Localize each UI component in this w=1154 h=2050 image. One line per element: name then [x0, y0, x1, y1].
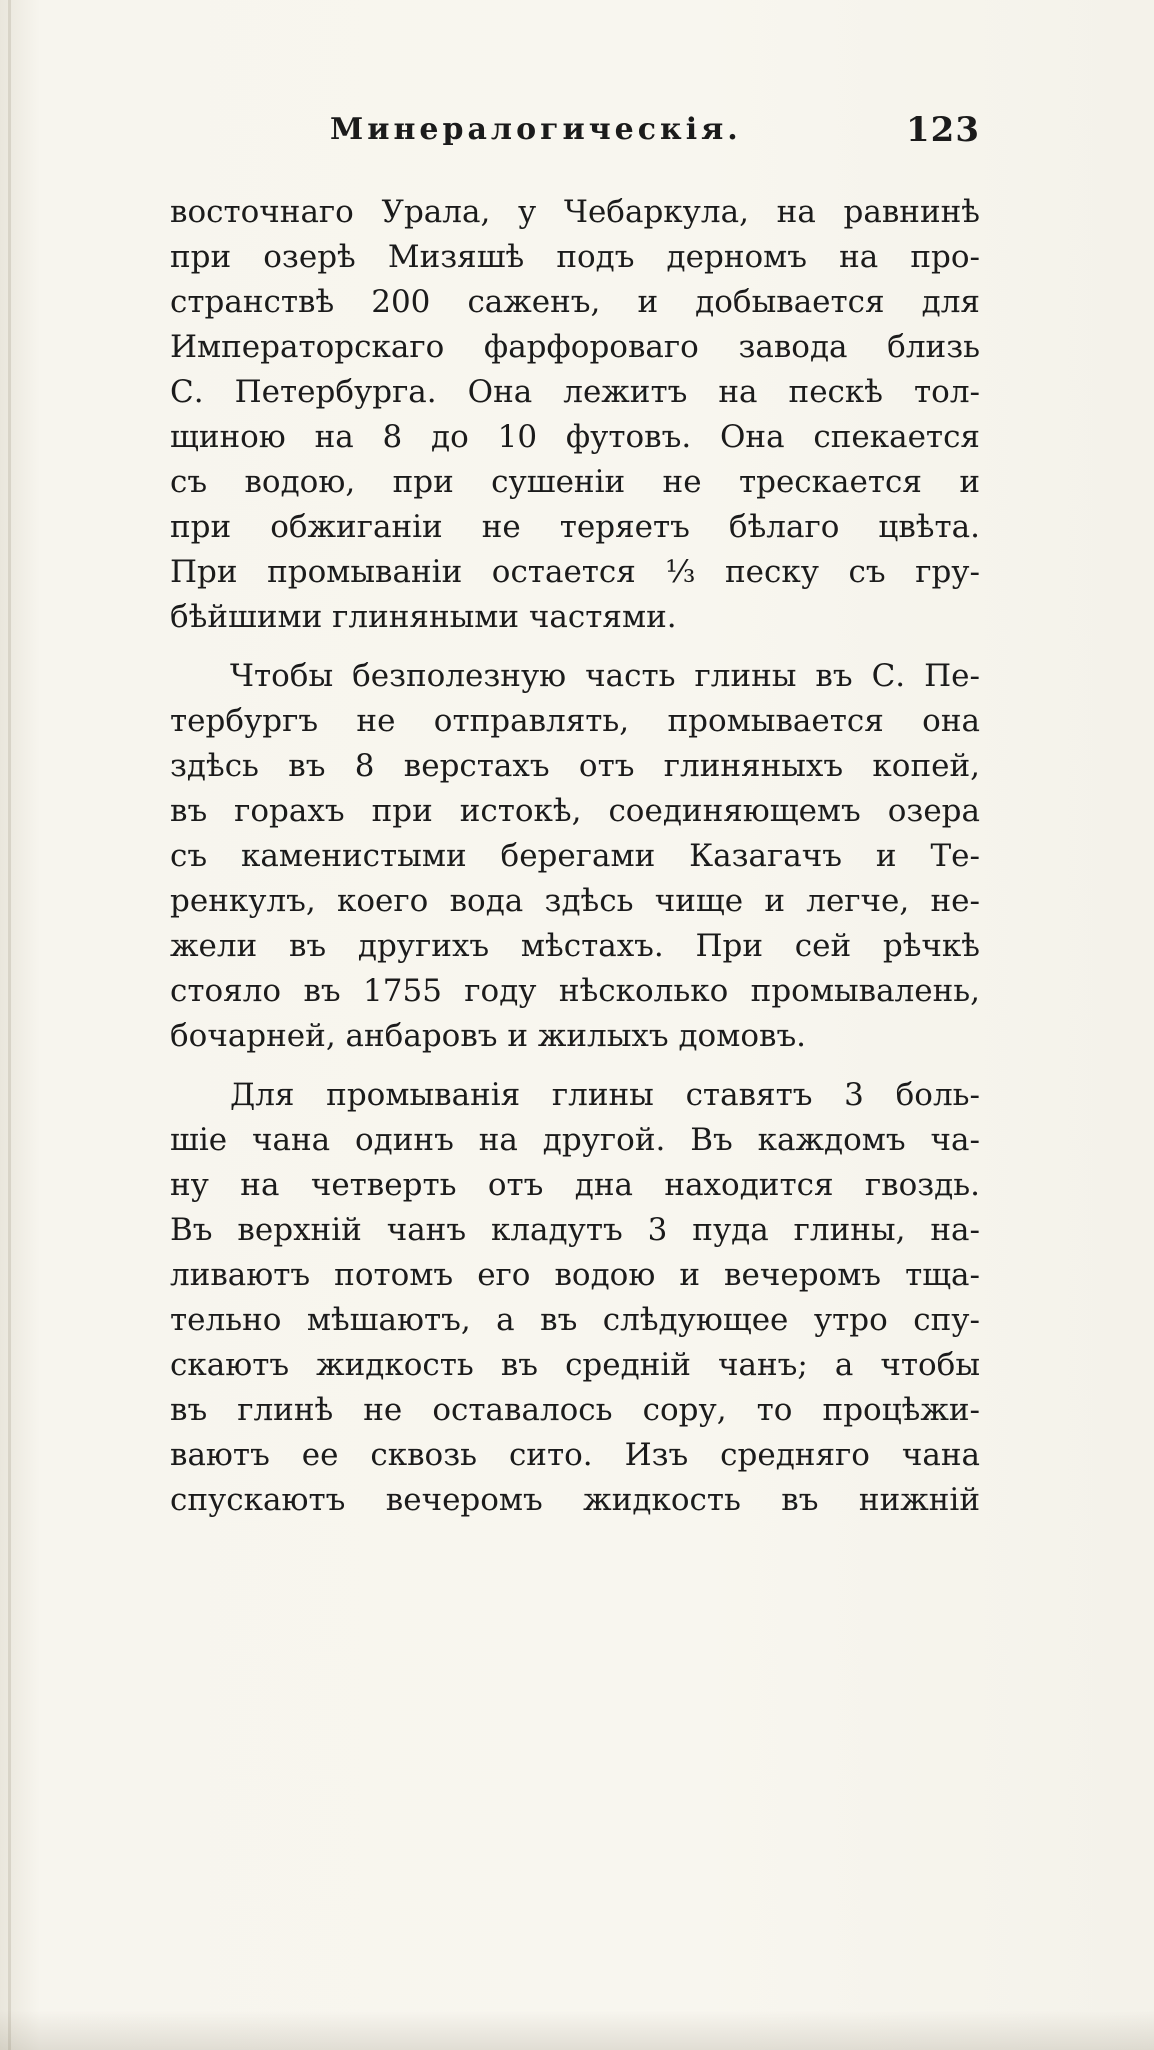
- text-line: съ водою, при сушеніи не трескается и: [170, 464, 980, 500]
- text-line: Въ верхній чанъ кладутъ 3 пуда глины, на-: [170, 1212, 980, 1248]
- text-line: Для промыванія глины ставятъ 3 боль-: [230, 1077, 980, 1113]
- text-line: жели въ другихъ мѣстахъ. При сей рѣчкѣ: [170, 928, 980, 964]
- text-line: въ горахъ при истокѣ, соединяющемъ озера: [170, 793, 980, 829]
- body-text: [170, 190, 980, 1523]
- text-line: бочарней, анбаровъ и жилыхъ домовъ.: [170, 1018, 807, 1054]
- text-line: скаютъ жидкость въ средній чанъ; а чтобы: [170, 1347, 980, 1383]
- running-head: Минералогическія.: [330, 112, 742, 147]
- text-line: ренкулъ, коего вода здѣсь чище и легче, не-: [170, 883, 980, 919]
- text-line: спускаютъ вечеромъ жидкость въ нижній: [170, 1482, 980, 1518]
- text-line: восточнаго Урала, у Чебаркула, на равнинѣ: [170, 194, 980, 230]
- text-line: бѣйшими глиняными частями.: [170, 599, 677, 635]
- page-header: [330, 112, 980, 162]
- text-line: при обжиганіи не теряетъ бѣлаго цвѣта.: [170, 509, 980, 545]
- text-line: С. Петербурга. Она лежитъ на пескѣ тол-: [170, 374, 980, 410]
- text-line: съ каменистыми берегами Казагачъ и Те-: [170, 838, 980, 874]
- paragraph: [170, 1073, 980, 1523]
- page-edge-shadow: [0, 2010, 1154, 2050]
- text-line: въ глинѣ не оставалось сору, то процѣжи-: [170, 1392, 980, 1428]
- text-line: Чтобы безполезную часть глины въ С. Пе-: [230, 658, 980, 694]
- paragraph: [170, 654, 980, 1059]
- text-line: щиною на 8 до 10 футовъ. Она спекается: [170, 419, 980, 455]
- text-line: стояло въ 1755 году нѣсколько промывалень,: [170, 973, 980, 1009]
- text-line: тельно мѣшаютъ, а въ слѣдующее утро спу-: [170, 1302, 980, 1338]
- text-line: здѣсь въ 8 верстахъ отъ глиняныхъ копей,: [170, 748, 980, 784]
- text-line: странствѣ 200 саженъ, и добывается для: [170, 284, 980, 320]
- text-line: при озерѣ Мизяшѣ подъ дерномъ на про-: [170, 239, 980, 275]
- page-number: 123: [906, 110, 980, 150]
- text-line: При промываніи остается ⅓ песку съ гру-: [170, 554, 980, 590]
- text-line: ваютъ ее сквозь сито. Изъ средняго чана: [170, 1437, 980, 1473]
- text-line: Императорскаго фарфороваго завода близь: [170, 329, 980, 365]
- binding-edge: [8, 0, 11, 2050]
- text-line: ливаютъ потомъ его водою и вечеромъ тща-: [170, 1257, 980, 1293]
- paragraph: [170, 190, 980, 640]
- text-line: шіе чана одинъ на другой. Въ каждомъ ча-: [170, 1122, 980, 1158]
- text-line: ну на четверть отъ дна находится гвоздь.: [170, 1167, 980, 1203]
- text-line: тербургъ не отправлять, промывается она: [170, 703, 980, 739]
